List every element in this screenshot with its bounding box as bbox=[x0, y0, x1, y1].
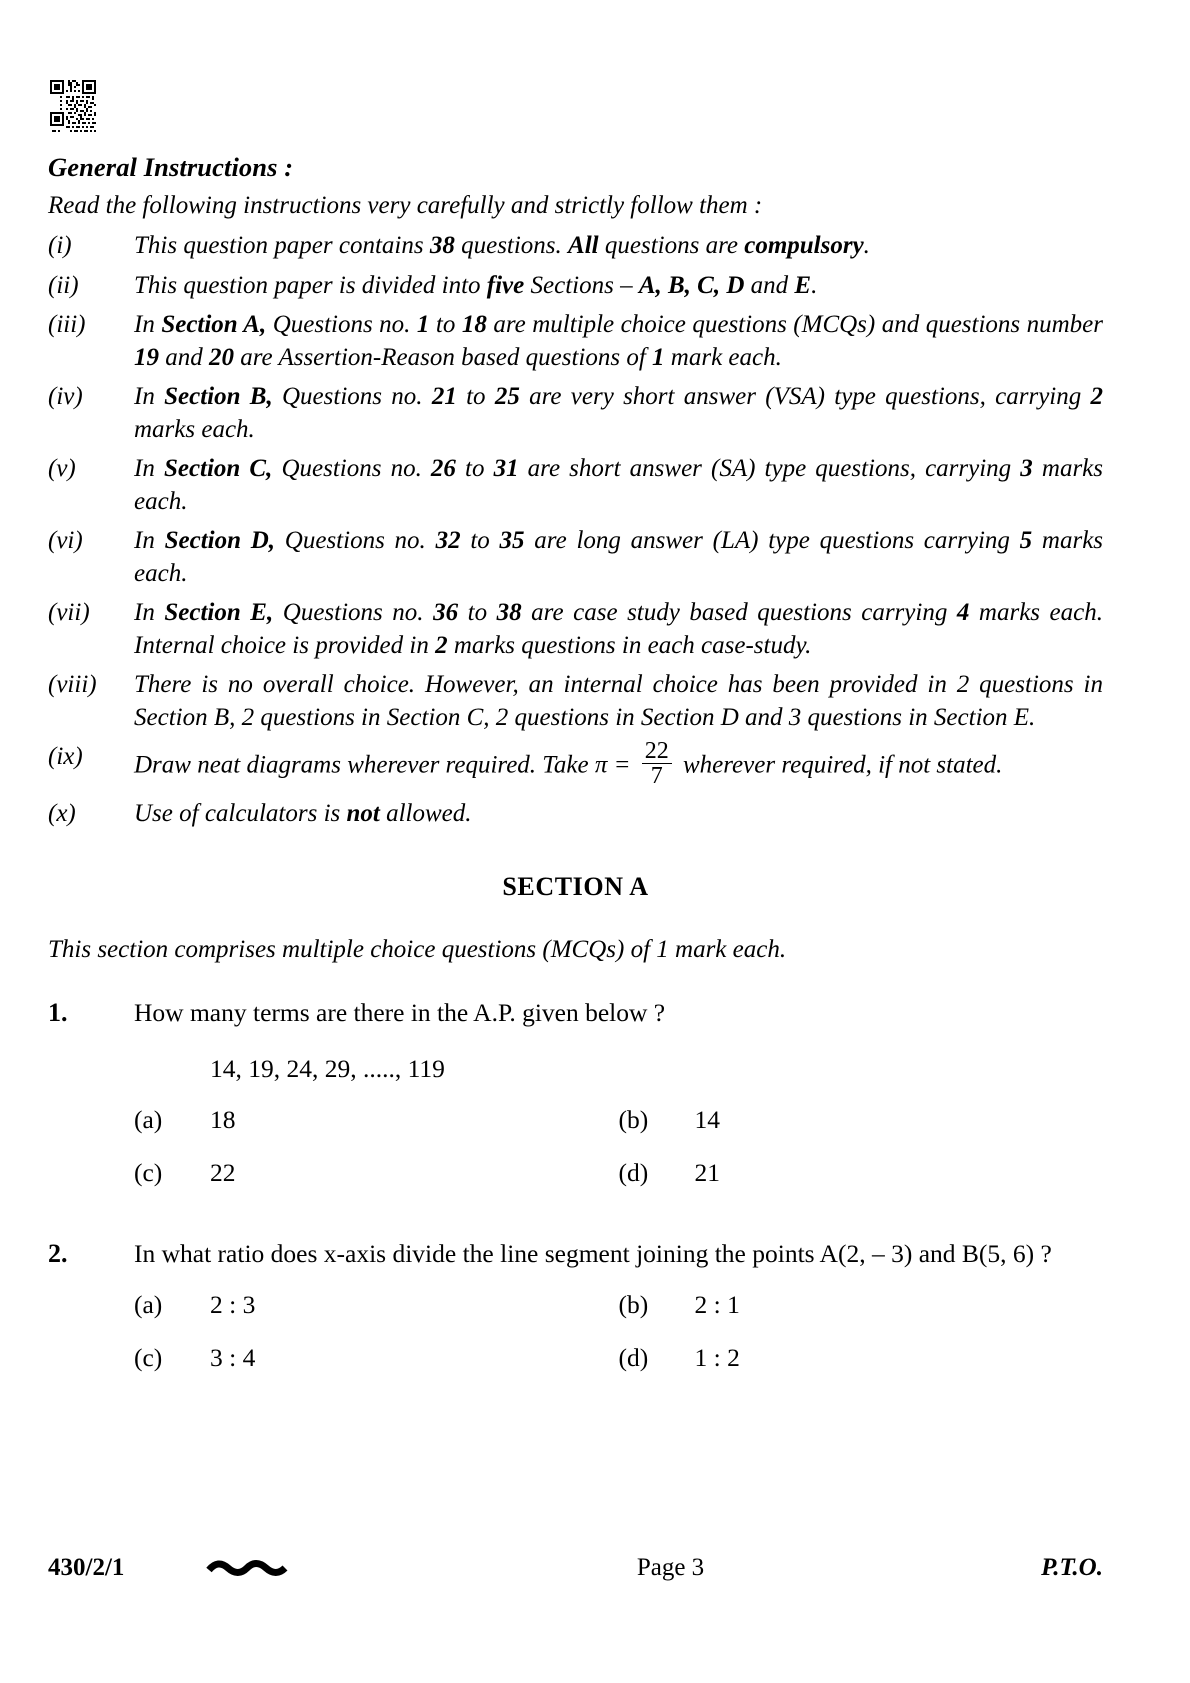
emphasis-text: 1 bbox=[416, 311, 430, 338]
emphasis-text: All bbox=[568, 232, 599, 259]
wavy-line-ornament-icon bbox=[198, 1557, 388, 1579]
paper-code: 430/2/1 bbox=[48, 1554, 125, 1581]
options-row bbox=[134, 1103, 1103, 1136]
emphasis-text: 19 bbox=[134, 343, 159, 371]
option-value: 3 : 4 bbox=[210, 1343, 256, 1373]
pi-fraction bbox=[642, 739, 672, 789]
emphasis-text: 3 bbox=[1020, 455, 1033, 482]
question-number: 2. bbox=[48, 1239, 68, 1268]
instruction-text: In Section E, Questions no. 36 to 38 are case study based questions carrying 4 marks each. Internal choice is provided in 2 marks questions in each case-study. bbox=[134, 599, 1104, 659]
option-label: (a) bbox=[134, 1104, 163, 1134]
section-a-heading: SECTION A bbox=[502, 872, 649, 902]
emphasis-text: 32 bbox=[435, 527, 461, 554]
instruction-item bbox=[48, 230, 1103, 263]
question-text: In what ratio does x-axis divide the line segment joining the points A(2, – 3) and B(5, 6) ? bbox=[134, 1239, 1052, 1268]
emphasis-text: 21 bbox=[431, 383, 457, 410]
instruction-text: In Section C, Questions no. 26 to 31 are short answer (SA) type questions, carrying 3 marks each. bbox=[134, 455, 1103, 515]
instruction-number: (viii) bbox=[48, 671, 97, 698]
instruction-number: (vii) bbox=[48, 599, 90, 626]
page-content bbox=[48, 78, 1103, 1398]
instruction-text: In Section A, Questions no. 1 to 18 are multiple choice questions (MCQs) and questions number 19 and 20 are Assertion-Reason based questions of 1 mark each. bbox=[134, 311, 1104, 371]
option-label: (c) bbox=[134, 1157, 163, 1187]
option-value: 14 bbox=[694, 1104, 720, 1134]
option-choice[interactable] bbox=[134, 1103, 619, 1136]
question-text: How many terms are there in the A.P. given below ? bbox=[134, 998, 666, 1028]
instruction-number: (ii) bbox=[48, 271, 79, 299]
option-choice[interactable] bbox=[619, 1103, 1104, 1136]
instructions-list bbox=[48, 230, 1103, 830]
instruction-number: (vi) bbox=[48, 527, 83, 554]
instruction-item bbox=[48, 270, 1103, 303]
emphasis-text: 31 bbox=[493, 455, 519, 482]
instruction-number: (v) bbox=[48, 455, 76, 482]
emphasis-text: 38 bbox=[496, 599, 522, 626]
emphasis-text: 2 bbox=[435, 631, 448, 659]
question-body bbox=[134, 996, 1103, 1209]
question-body bbox=[134, 1237, 1103, 1394]
emphasis-text: Section E, bbox=[164, 599, 274, 626]
emphasis-text: E bbox=[794, 271, 812, 299]
instruction-text: Use of calculators is not allowed. bbox=[134, 799, 472, 827]
emphasis-text: not bbox=[346, 799, 380, 827]
emphasis-text: A, B, C, D bbox=[638, 271, 745, 299]
option-choice[interactable] bbox=[134, 1288, 619, 1321]
options-group bbox=[134, 1288, 1103, 1374]
instruction-number: (i) bbox=[48, 232, 72, 259]
emphasis-text: 18 bbox=[461, 311, 487, 338]
option-label: (b) bbox=[618, 1104, 649, 1134]
option-label: (d) bbox=[618, 1343, 649, 1373]
option-label: (c) bbox=[134, 1343, 163, 1373]
option-value: 21 bbox=[694, 1157, 720, 1187]
question-number: 1. bbox=[48, 998, 68, 1028]
options-row bbox=[134, 1156, 1103, 1189]
instruction-item bbox=[48, 597, 1103, 662]
instruction-item bbox=[48, 309, 1103, 374]
option-value: 1 : 2 bbox=[694, 1343, 740, 1373]
instruction-item bbox=[48, 738, 1103, 791]
option-value: 2 : 3 bbox=[210, 1290, 256, 1320]
emphasis-text: 25 bbox=[494, 383, 520, 410]
section-a-note: This section comprises multiple choice questions (MCQs) of 1 mark each. bbox=[48, 936, 787, 964]
option-value: 22 bbox=[210, 1157, 236, 1187]
instruction-item bbox=[48, 669, 1103, 734]
instruction-text: Draw neat diagrams wherever required. Take π = $\frac{22}{7}$ wherever required, if not stated. bbox=[134, 738, 1003, 790]
emphasis-text: 35 bbox=[499, 527, 525, 554]
instruction-item bbox=[48, 798, 1103, 831]
emphasis-text: 1 bbox=[652, 343, 665, 371]
option-label: (d) bbox=[618, 1157, 649, 1187]
option-choice[interactable] bbox=[619, 1341, 1104, 1374]
option-label: (a) bbox=[134, 1290, 163, 1320]
emphasis-text: Section B, bbox=[164, 383, 273, 410]
emphasis-text: Section C, bbox=[163, 455, 273, 482]
option-label: (b) bbox=[618, 1290, 649, 1320]
page-footer bbox=[48, 1546, 1103, 1590]
instruction-text: In Section B, Questions no. 21 to 25 are very short answer (VSA) type questions, carrying 2 marks each. bbox=[134, 383, 1104, 443]
questions-list bbox=[48, 996, 1103, 1394]
emphasis-text: 20 bbox=[209, 343, 234, 371]
fraction-denominator: 7 bbox=[642, 763, 672, 788]
instruction-text: This question paper contains 38 questions. All questions are compulsory. bbox=[134, 232, 870, 259]
option-choice[interactable] bbox=[134, 1156, 619, 1189]
question-block bbox=[48, 1237, 1103, 1394]
emphasis-text: 5 bbox=[1019, 527, 1033, 554]
emphasis-text: five bbox=[486, 271, 525, 299]
instruction-item bbox=[48, 453, 1103, 518]
option-choice[interactable] bbox=[619, 1156, 1104, 1189]
emphasis-text: compulsory bbox=[744, 232, 864, 259]
emphasis-text: 36 bbox=[433, 599, 459, 626]
general-instructions-heading: General Instructions : bbox=[48, 152, 294, 182]
instruction-number: (iv) bbox=[48, 383, 83, 410]
instruction-number: (iii) bbox=[48, 311, 86, 338]
read-instructions-line: Read the following instructions very carefully and strictly follow them : bbox=[48, 192, 763, 219]
instruction-text: This question paper is divided into five Sections – A, B, C, D and E. bbox=[134, 271, 818, 299]
emphasis-text: Section D, bbox=[164, 527, 276, 554]
instruction-number: (ix) bbox=[48, 743, 83, 770]
instruction-item bbox=[48, 525, 1103, 590]
emphasis-text: Section A, bbox=[161, 311, 267, 338]
instruction-number: (x) bbox=[48, 799, 76, 827]
qr-code-icon bbox=[48, 78, 106, 136]
option-choice[interactable] bbox=[619, 1288, 1104, 1321]
page-number: Page 3 bbox=[636, 1554, 705, 1581]
arithmetic-progression-sequence: 14, 19, 24, 29, ....., 119 bbox=[210, 1053, 445, 1083]
options-row bbox=[134, 1288, 1103, 1321]
pto-label: P.T.O. bbox=[1041, 1554, 1103, 1581]
options-row bbox=[134, 1341, 1103, 1374]
options-group bbox=[134, 1103, 1103, 1189]
instruction-text: There is no overall choice. However, an internal choice has been provided in 2 questions in Section B, 2 questions in Section C, 2 questions in Section D and 3 questions in Section E. bbox=[134, 671, 1103, 731]
emphasis-text: 2 bbox=[1090, 383, 1104, 410]
instruction-text: In Section D, Questions no. 32 to 35 are long answer (LA) type questions carrying 5 marks each. bbox=[134, 527, 1104, 587]
option-value: 18 bbox=[210, 1104, 236, 1134]
fraction-numerator: 22 bbox=[644, 738, 669, 764]
instruction-item bbox=[48, 381, 1103, 446]
emphasis-text: 26 bbox=[430, 455, 456, 482]
emphasis-text: 4 bbox=[956, 599, 970, 626]
emphasis-text: 38 bbox=[429, 232, 455, 259]
option-choice[interactable] bbox=[134, 1341, 619, 1374]
option-value: 2 : 1 bbox=[694, 1290, 740, 1320]
question-block bbox=[48, 996, 1103, 1209]
